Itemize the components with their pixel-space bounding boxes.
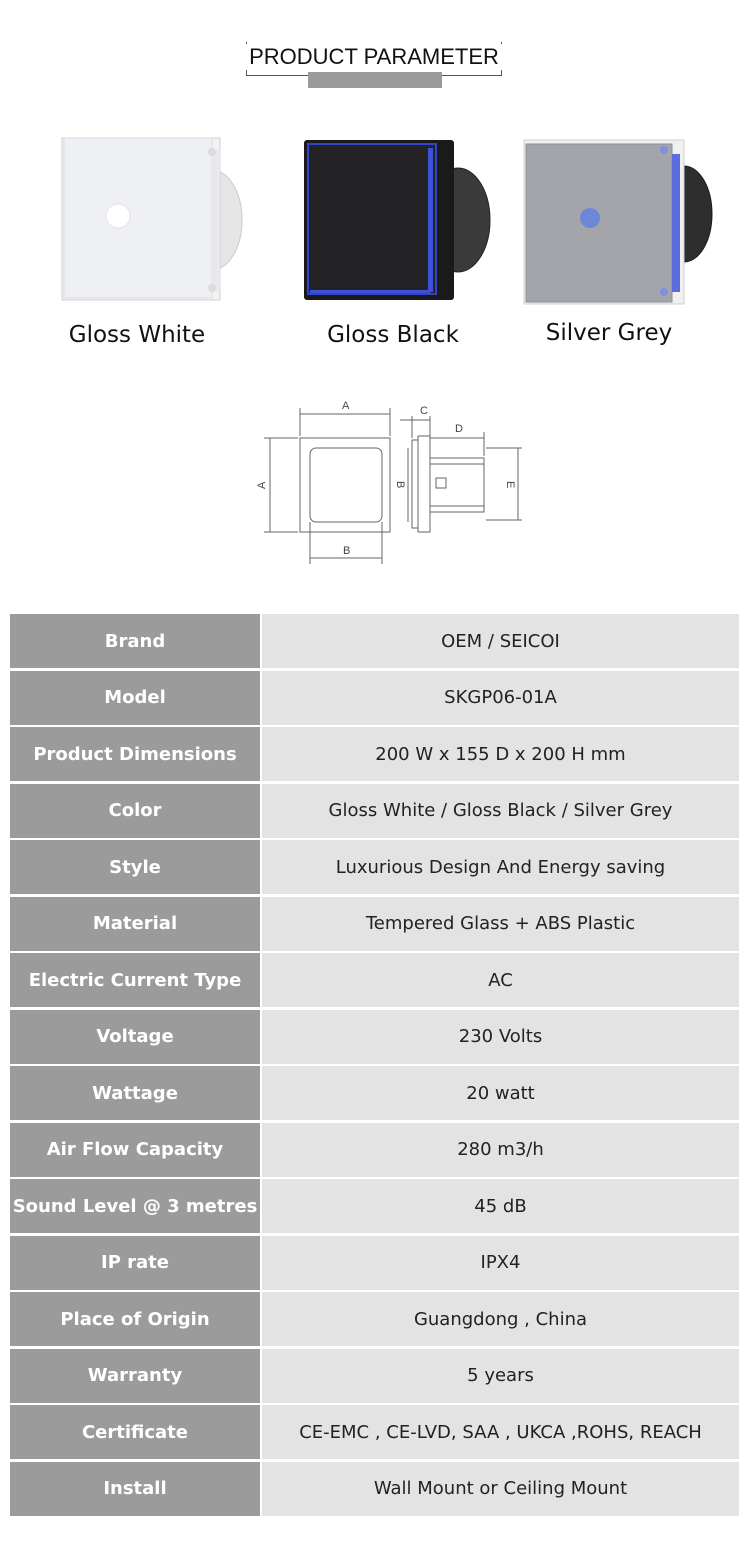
- spec-key: Install: [10, 1462, 260, 1516]
- spec-key: Air Flow Capacity: [10, 1123, 260, 1177]
- spec-key: IP rate: [10, 1236, 260, 1290]
- spec-key: Product Dimensions: [10, 727, 260, 781]
- product-gloss-white: [22, 130, 252, 370]
- product-label: Gloss White: [68, 322, 206, 348]
- spec-key: Voltage: [10, 1010, 260, 1064]
- label-b-side: B: [394, 481, 406, 489]
- header-underline-bar: [308, 72, 442, 88]
- table-row: [10, 840, 739, 894]
- spec-value: Gloss White / Gloss Black / Silver Grey: [262, 784, 739, 838]
- spec-value: IPX4: [262, 1236, 739, 1290]
- table-row: [10, 1349, 739, 1403]
- spec-value: 5 years: [262, 1349, 739, 1403]
- table-row: [10, 1462, 739, 1516]
- table-row: [10, 1123, 739, 1177]
- spec-table: [10, 614, 739, 1518]
- spec-key: Certificate: [10, 1405, 260, 1459]
- spec-value: 45 dB: [262, 1179, 739, 1233]
- spec-key: Wattage: [10, 1066, 260, 1120]
- spec-key: Material: [10, 897, 260, 951]
- spec-value: SKGP06-01A: [262, 671, 739, 725]
- spec-value: 20 watt: [262, 1066, 739, 1120]
- page-title: PRODUCT PARAMETER: [246, 44, 502, 70]
- table-row: [10, 1179, 739, 1233]
- spec-key: Model: [10, 671, 260, 725]
- table-row: [10, 1405, 739, 1459]
- label-e: E: [504, 481, 516, 489]
- dimension-diagram: [250, 392, 540, 572]
- spec-value: AC: [262, 953, 739, 1007]
- spec-key: Color: [10, 784, 260, 838]
- label-a-side: A: [256, 481, 268, 489]
- spec-value: CE-EMC , CE-LVD, SAA , UKCA ,ROHS, REACH: [262, 1405, 739, 1459]
- spec-value: OEM / SEICOI: [262, 614, 739, 668]
- table-row: [10, 1066, 739, 1120]
- spec-key: Sound Level @ 3 metres: [10, 1179, 260, 1233]
- gloss-white-fan-image: [22, 130, 252, 310]
- product-gloss-black: [278, 130, 508, 370]
- product-label: Silver Grey: [545, 320, 673, 346]
- spec-value: Wall Mount or Ceiling Mount: [262, 1462, 739, 1516]
- spec-value: Luxurious Design And Energy saving: [262, 840, 739, 894]
- product-silver-grey: [494, 130, 724, 370]
- table-row: [10, 1292, 739, 1346]
- product-label: Gloss Black: [327, 322, 459, 348]
- table-row: [10, 897, 739, 951]
- spec-value: 280 m3/h: [262, 1123, 739, 1177]
- spec-key: Style: [10, 840, 260, 894]
- table-row: [10, 1236, 739, 1290]
- spec-value: 230 Volts: [262, 1010, 739, 1064]
- label-a-top: A: [342, 400, 350, 412]
- label-d: D: [455, 423, 463, 435]
- spec-value: Guangdong , China: [262, 1292, 739, 1346]
- label-b-bottom: B: [343, 545, 351, 557]
- table-row: [10, 953, 739, 1007]
- gloss-black-fan-image: [278, 130, 508, 310]
- label-c: C: [420, 405, 428, 417]
- table-row: [10, 784, 739, 838]
- table-row: [10, 671, 739, 725]
- table-row: [10, 1010, 739, 1064]
- spec-value: 200 W x 155 D x 200 H mm: [262, 727, 739, 781]
- table-row: [10, 614, 739, 668]
- table-row: [10, 727, 739, 781]
- silver-grey-fan-image: [494, 130, 724, 310]
- spec-key: Electric Current Type: [10, 953, 260, 1007]
- spec-key: Brand: [10, 614, 260, 668]
- spec-key: Warranty: [10, 1349, 260, 1403]
- spec-value: Tempered Glass + ABS Plastic: [262, 897, 739, 951]
- dimension-drawing: [250, 392, 540, 572]
- spec-key: Place of Origin: [10, 1292, 260, 1346]
